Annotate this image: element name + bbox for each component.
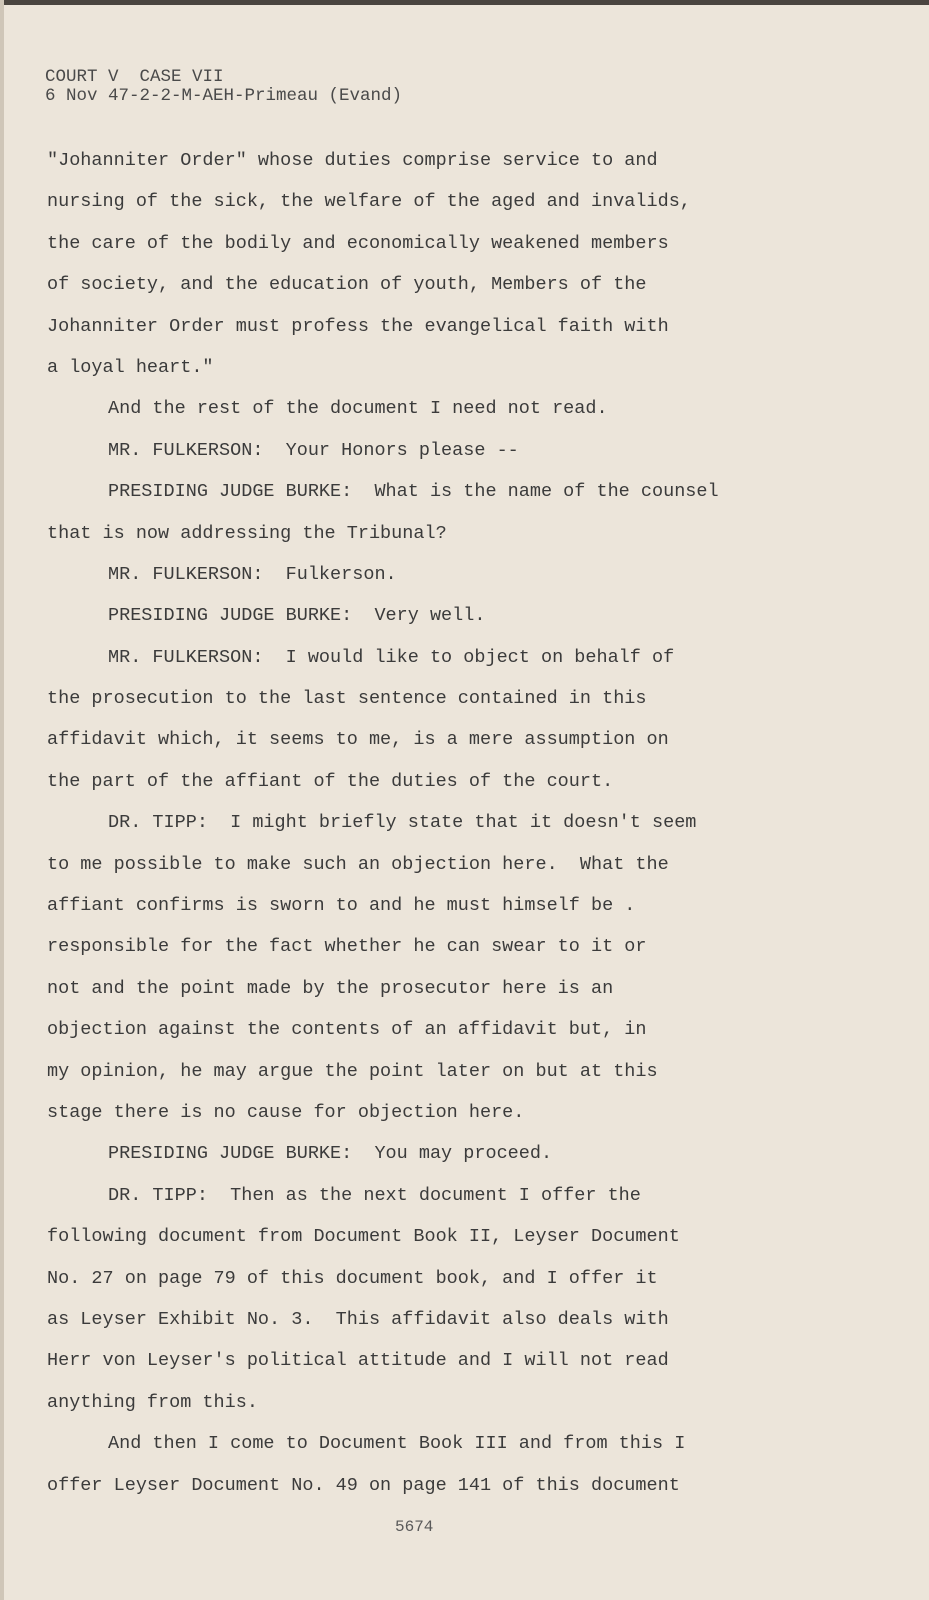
transcript-line: MR. FULKERSON: I would like to object on behalf of — [108, 646, 675, 668]
transcript-line: MR. FULKERSON: Fulkerson. — [108, 563, 397, 585]
transcript-line: anything from this. — [47, 1391, 258, 1413]
transcript-line: that is now addressing the Tribunal? — [47, 522, 447, 544]
transcript-line: the prosecution to the last sentence contained in this — [47, 688, 647, 710]
transcript-line: affiant confirms is sworn to and he must himself be . — [47, 895, 636, 917]
page-number: 5674 — [395, 1518, 434, 1536]
transcript-line: "Johanniter Order" whose duties comprise service to and — [47, 150, 658, 171]
transcript-line: stage there is no cause for objection here. — [47, 1101, 525, 1123]
transcript-line: affidavit which, it seems to me, is a mere assumption on — [47, 729, 669, 751]
transcript-line: as Leyser Exhibit No. 3. This affidavit also deals with — [47, 1308, 669, 1330]
transcript-line: And the rest of the document I need not read. — [108, 398, 608, 420]
transcript-line: Johanniter Order must profess the evangelical faith with — [47, 315, 669, 337]
document-header — [45, 68, 402, 106]
transcript-line: nursing of the sick, the welfare of the aged and invalids, — [47, 191, 691, 213]
transcript-line: the part of the affiant of the duties of the court. — [47, 770, 614, 792]
transcript-line: responsible for the fact whether he can swear to it or — [47, 936, 647, 958]
transcript-line: of society, and the education of youth, Members of the — [47, 274, 647, 296]
transcript-line: PRESIDING JUDGE BURKE: You may proceed. — [108, 1143, 553, 1165]
transcript-line: DR. TIPP: Then as the next document I offer the — [108, 1184, 641, 1206]
transcript-body — [47, 140, 827, 1506]
header-date-reference: 6 Nov 47-2-2-M-AEH-Primeau (Evand) — [45, 86, 403, 106]
transcript-line: following document from Document Book II, Leyser Document — [47, 1226, 680, 1248]
transcript-line: PRESIDING JUDGE BURKE: Very well. — [108, 605, 486, 627]
header-court-case: COURT V CASE VII — [45, 67, 224, 87]
transcript-line: not and the point made by the prosecutor here is an — [47, 977, 614, 999]
page-top-edge — [0, 0, 929, 5]
page-left-edge — [0, 0, 4, 1600]
transcript-line: And then I come to Document Book III and from this I — [108, 1433, 686, 1455]
transcript-line: No. 27 on page 79 of this document book, and I offer it — [47, 1267, 658, 1289]
transcript-line: offer Leyser Document No. 49 on page 141 of this document — [47, 1474, 680, 1496]
transcript-line: PRESIDING JUDGE BURKE: What is the name of the counsel — [108, 481, 719, 503]
transcript-line: MR. FULKERSON: Your Honors please -- — [108, 439, 519, 461]
transcript-line: DR. TIPP: I might briefly state that it doesn't seem — [108, 812, 697, 834]
transcript-line: Herr von Leyser's political attitude and I will not read — [47, 1350, 669, 1372]
transcript-line: my opinion, he may argue the point later on but at this — [47, 1060, 658, 1082]
transcript-line: objection against the contents of an affidavit but, in — [47, 1019, 647, 1041]
transcript-line: the care of the bodily and economically weakened members — [47, 232, 669, 254]
transcript-line: to me possible to make such an objection here. What the — [47, 853, 669, 875]
transcript-line: a loyal heart." — [47, 356, 214, 378]
